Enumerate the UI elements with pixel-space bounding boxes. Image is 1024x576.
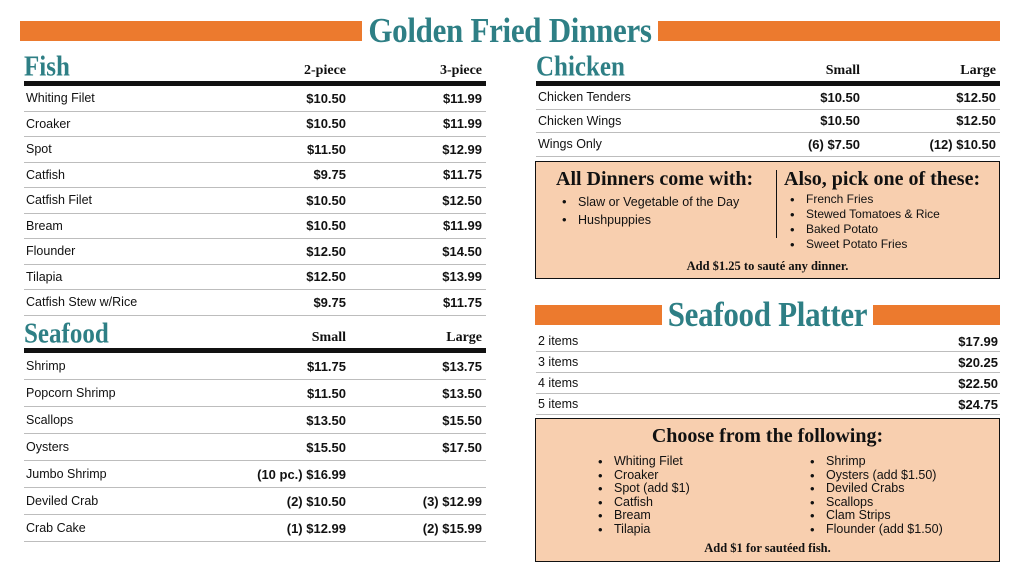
platter-row <box>536 373 1000 394</box>
seafood-item-name: Oysters <box>26 440 70 454</box>
banner-bar-left <box>20 21 362 41</box>
fish-title: Fish <box>24 51 70 83</box>
fish-item-price: $11.99 <box>442 116 482 132</box>
dinners-left-title: All Dinners come with: <box>556 168 754 190</box>
list-item: • Deviled Crabs <box>804 482 943 496</box>
chicken-item-price: (6) $7.50 <box>807 136 860 152</box>
chicken-item-price: $12.50 <box>956 89 996 105</box>
seafood-row <box>24 488 486 515</box>
list-item: • Oysters (add $1.50) <box>804 469 943 483</box>
seafood-item-name: Scallops <box>26 413 74 427</box>
choose-left-list <box>592 455 690 536</box>
platter-title: Seafood Platter <box>667 294 868 335</box>
seafood-item-price: (2) $15.99 <box>422 520 482 536</box>
fish-item-price: $10.50 <box>306 218 346 234</box>
fish-item-name: Catfish <box>26 167 65 182</box>
fish-item-price: $9.75 <box>313 167 346 183</box>
platter-item-name: 5 items <box>538 397 579 411</box>
platter-table <box>536 331 1000 415</box>
fish-item-price: $10.50 <box>306 90 346 106</box>
seafood-item-price: $17.50 <box>442 439 482 455</box>
platter-bar-right <box>873 305 1000 325</box>
seafood-col-large: Large <box>446 330 482 345</box>
seafood-item-price: $13.50 <box>442 385 482 401</box>
chicken-col-large: Large <box>960 63 996 78</box>
fish-row <box>24 163 486 189</box>
seafood-item-name: Shrimp <box>26 359 66 373</box>
platter-bar-left <box>535 305 662 325</box>
chicken-row <box>536 86 1000 110</box>
seafood-header <box>24 318 486 353</box>
platter-item-name: 3 items <box>538 355 579 369</box>
list-item: • Hushpuppies <box>556 211 776 229</box>
chicken-item-price: $12.50 <box>956 113 996 129</box>
seafood-row <box>24 353 486 380</box>
dinners-included-box <box>535 161 1000 279</box>
chicken-item-price: (12) $10.50 <box>929 136 996 152</box>
fish-item-name: Catfish Stew w/Rice <box>26 295 138 310</box>
chicken-item-name: Wings Only <box>538 137 602 152</box>
platter-item-price: $20.25 <box>958 354 998 370</box>
list-item: • Shrimp <box>804 455 943 469</box>
platter-item-name: 2 items <box>538 334 579 348</box>
list-item: • Sweet Potato Fries <box>784 237 999 252</box>
list-item: • Baked Potato <box>784 222 999 237</box>
seafood-row <box>24 434 486 461</box>
platter-row <box>536 394 1000 415</box>
fish-item-price: $11.99 <box>442 90 482 106</box>
fish-item-price: $12.50 <box>442 192 482 208</box>
seafood-item-price: (2) $10.50 <box>286 493 346 509</box>
fish-item-price: $11.50 <box>306 141 346 157</box>
seafood-item-name: Crab Cake <box>26 521 86 535</box>
list-item: • Clam Strips <box>804 509 943 523</box>
fish-item-name: Whiting Filet <box>26 91 95 106</box>
fish-item-name: Spot <box>26 142 52 157</box>
dinners-right-list <box>784 192 999 252</box>
fish-item-price: $13.99 <box>442 269 482 285</box>
fish-item-price: $10.50 <box>306 192 346 208</box>
saute-note: Add $1.25 to sauté any dinner. <box>686 259 849 273</box>
fish-item-price: $10.50 <box>306 116 346 132</box>
fish-row <box>24 112 486 138</box>
banner-title: Golden Fried Dinners <box>368 10 652 51</box>
seafood-title: Seafood <box>24 318 109 350</box>
chicken-item-price: $10.50 <box>820 89 860 105</box>
seafood-item-name: Popcorn Shrimp <box>26 386 116 400</box>
seafood-item-price: (3) $12.99 <box>422 493 482 509</box>
choose-title: Choose from the following: <box>651 425 884 447</box>
list-item: • Scallops <box>804 496 943 510</box>
fish-row <box>24 188 486 214</box>
list-item: • Stewed Tomatoes & Rice <box>784 207 999 222</box>
list-item: • Spot (add $1) <box>592 482 690 496</box>
banner-bar-right <box>658 21 1000 41</box>
seafood-item-price: $15.50 <box>442 412 482 428</box>
chicken-item-price: $10.50 <box>820 113 860 129</box>
platter-row <box>536 352 1000 373</box>
dinners-left <box>556 168 776 229</box>
list-item: • Whiting Filet <box>592 455 690 469</box>
fish-item-price: $12.99 <box>442 141 482 157</box>
chicken-item-name: Chicken Wings <box>538 113 622 128</box>
fish-header <box>24 51 486 86</box>
fish-item-price: $9.75 <box>313 294 346 310</box>
fish-row <box>24 137 486 163</box>
chicken-title: Chicken <box>536 51 625 83</box>
platter-item-price: $22.50 <box>958 375 998 391</box>
platter-item-name: 4 items <box>538 376 579 390</box>
fish-item-name: Croaker <box>26 116 71 131</box>
dinners-divider <box>776 170 777 238</box>
fish-item-name: Bream <box>26 218 63 233</box>
seafood-item-price: $13.75 <box>442 358 482 374</box>
fish-item-price: $11.75 <box>442 167 482 183</box>
seafood-item-name: Jumbo Shrimp <box>26 467 107 481</box>
list-item: • Catfish <box>592 496 690 510</box>
seafood-item-price: $11.50 <box>306 385 346 401</box>
list-item: • Tilapia <box>592 523 690 537</box>
seafood-table <box>24 353 486 542</box>
fish-item-price: $11.99 <box>442 218 482 234</box>
seafood-item-price: $11.75 <box>306 358 346 374</box>
platter-item-price: $24.75 <box>958 396 998 412</box>
list-item: • Bream <box>592 509 690 523</box>
list-item: • French Fries <box>784 192 999 207</box>
fish-row <box>24 290 486 316</box>
choose-box <box>535 418 1000 562</box>
fish-item-price: $12.50 <box>306 243 346 259</box>
seafood-row <box>24 515 486 542</box>
list-item: • Slaw or Vegetable of the Day <box>556 193 776 211</box>
sauteed-fish-note: Add $1 for sautéed fish. <box>704 541 831 555</box>
chicken-row <box>536 133 1000 157</box>
seafood-item-price: (1) $12.99 <box>286 520 346 536</box>
fish-item-price: $11.75 <box>442 294 482 310</box>
seafood-row <box>24 380 486 407</box>
seafood-item-price: $13.50 <box>306 412 346 428</box>
fish-row <box>24 86 486 112</box>
chicken-header <box>536 51 1000 86</box>
fish-item-name: Catfish Filet <box>26 193 92 208</box>
fish-item-name: Flounder <box>26 244 76 259</box>
chicken-col-small: Small <box>825 63 860 78</box>
list-item: • Flounder (add $1.50) <box>804 523 943 537</box>
fish-row <box>24 214 486 240</box>
fish-row <box>24 265 486 291</box>
fish-col-2piece: 2-piece <box>304 63 346 78</box>
fish-col-3piece: 3-piece <box>440 63 482 78</box>
list-item: • Croaker <box>592 469 690 483</box>
seafood-item-price: $15.50 <box>306 439 346 455</box>
seafood-col-small: Small <box>311 330 346 345</box>
seafood-row <box>24 461 486 488</box>
platter-row <box>536 331 1000 352</box>
fish-item-name: Tilapia <box>26 269 63 284</box>
fish-item-price: $12.50 <box>306 269 346 285</box>
choose-right-list <box>804 455 943 536</box>
seafood-item-name: Deviled Crab <box>26 494 99 508</box>
main-banner <box>20 10 1000 51</box>
fish-row <box>24 239 486 265</box>
dinners-right <box>784 168 999 252</box>
seafood-row <box>24 407 486 434</box>
platter-item-price: $17.99 <box>958 333 998 349</box>
fish-item-price: $14.50 <box>442 243 482 259</box>
platter-banner <box>535 294 1000 335</box>
chicken-row <box>536 110 1000 134</box>
chicken-table <box>536 86 1000 157</box>
dinners-left-list <box>556 193 776 229</box>
dinners-right-title: Also, pick one of these: <box>784 168 981 190</box>
seafood-item-price: (10 pc.) $16.99 <box>257 466 346 482</box>
chicken-item-name: Chicken Tenders <box>538 90 631 105</box>
fish-table <box>24 86 486 316</box>
